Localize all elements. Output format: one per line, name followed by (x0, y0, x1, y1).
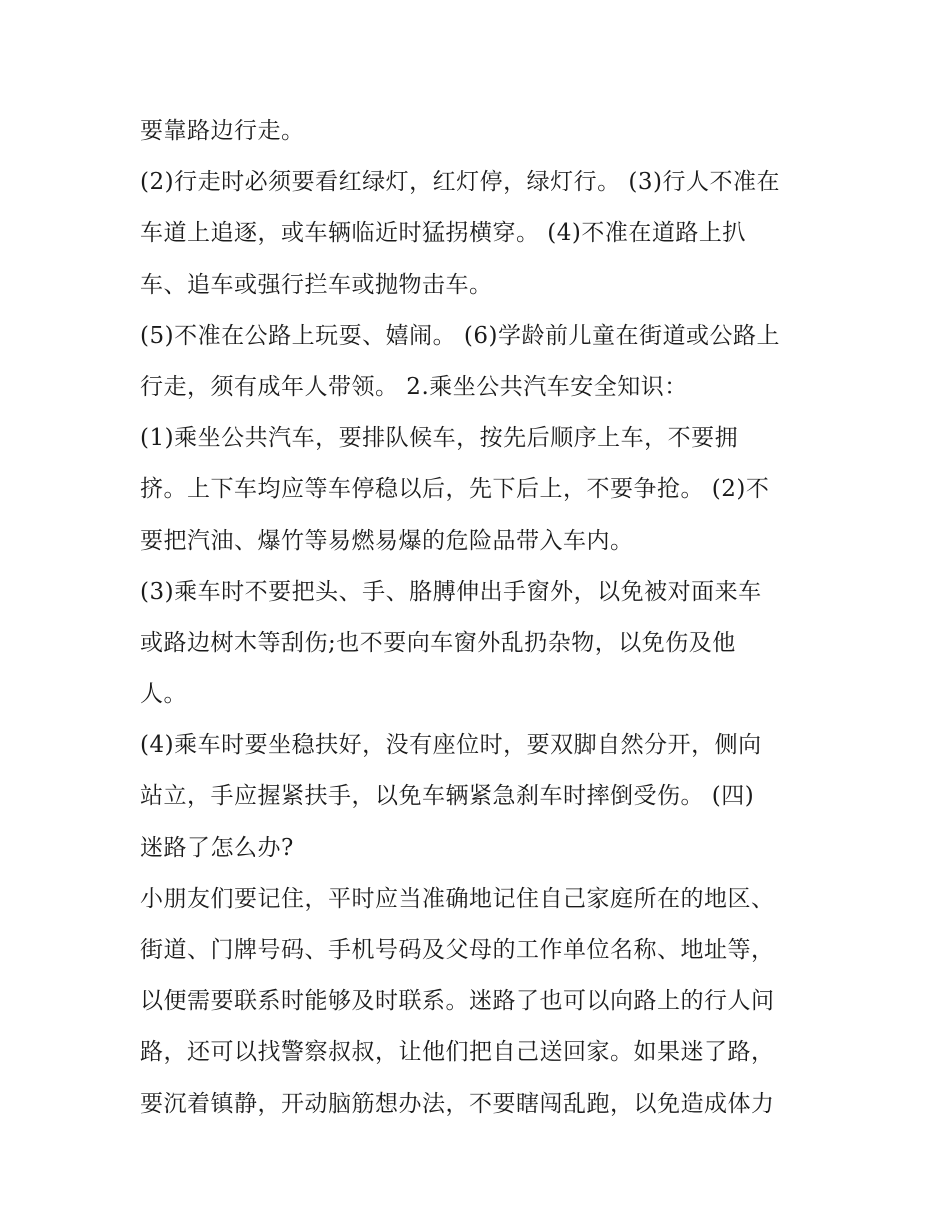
text-line: (1)乘坐公共汽车，要排队候车，按先后顺序上车，不要拥 (140, 425, 739, 452)
text-line: 或路边树木等刮伤;也不要向车窗外乱扔杂物，以免伤及他 (140, 629, 736, 656)
text-line: (5)不准在公路上玩耍、嬉闹。 (6)学龄前儿童在街道或公路上 (140, 322, 780, 349)
text-line: 迷路了怎么办? (140, 834, 294, 861)
text-line: 行走，须有成年人带领。 2.乘坐公共汽车安全知识： (140, 373, 688, 400)
text-line: 车、追车或强行拦车或抛物击车。 (140, 271, 493, 298)
text-line: 小朋友们要记住，平时应当准确地记住自己家庭所在的地区、 (140, 885, 775, 912)
text-line: 以便需要联系时能够及时联系。迷路了也可以向路上的行人问 (140, 988, 775, 1015)
text-line: (3)乘车时不要把头、手、胳膊伸出手窗外，以免被对面来车 (140, 578, 762, 605)
text-line: (2)行走时必须要看红绿灯，红灯停，绿灯行。 (3)行人不准在 (140, 169, 780, 196)
text-line: 要靠路边行走。 (140, 118, 305, 144)
text-line: 路，还可以找警察叔叔，让他们把自己送回家。如果迷了路， (140, 1039, 775, 1066)
text-line: 街道、门牌号码、手机号码及父母的工作单位名称、地址等， (140, 937, 775, 963)
body-text (140, 106, 830, 1130)
text-line: 要沉着镇静，开动脑筋想办法，不要瞎闯乱跑，以免造成体力 (140, 1090, 775, 1117)
text-line: 车道上追逐，或车辆临近时猛拐横穿。 (4)不准在道路上扒 (140, 220, 746, 247)
text-line: 要把汽油、爆竹等易燃易爆的危险品带入车内。 (140, 527, 634, 554)
text-line: 挤。上下车均应等车停稳以后，先下后上，不要争抢。 (2)不 (140, 476, 770, 503)
text-line: (4)乘车时要坐稳扶好，没有座位时，要双脚自然分开，侧向 (140, 732, 762, 759)
text-line: 人。 (140, 681, 187, 708)
text-line: 站立，手应握紧扶手，以免车辆紧急刹车时摔倒受伤。 (四) (140, 783, 755, 810)
